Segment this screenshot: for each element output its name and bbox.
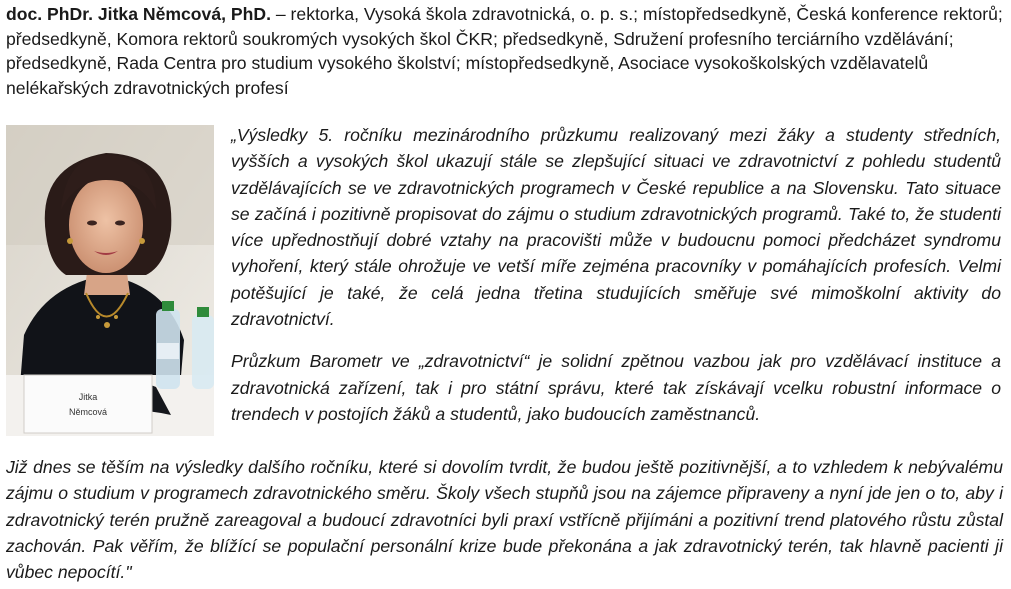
portrait-image bbox=[6, 125, 214, 436]
nameplate-line2: Němcová bbox=[68, 407, 108, 417]
author-name: doc. PhDr. Jitka Němcová, PhD. bbox=[6, 4, 271, 24]
quote-text bbox=[231, 122, 1001, 443]
nameplate-line1: Jitka bbox=[78, 392, 98, 402]
quote-paragraph-2: Průzkum Barometr ve „zdravotnictví“ je solidní zpětnou vazbou jak pro vzdělávací instituce a zdravotnická zařízení, tak i pro státní správu, které tak získávají vcelku robustní informace o trendech v postojích žáků a studentů, jako budoucích zaměstnanců. bbox=[231, 351, 1001, 424]
author-roles: – rektorka, Vysoká škola zdravotnická, o. p. s.; místopředsedkyně, Česká konference rektorů; předsedkyně, Komora rektorů soukromých vysokých škol ČKR; předsedkyně, Sdružení profesního terciárního vzdělávání; předsedkyně, Rada Centra pro studium vysokého školství; místopředsedkyně, Asociace vysokoškolských vzdělavatelů nelékařských zdravotnických profesí bbox=[6, 4, 1003, 98]
quote-paragraph-3: Již dnes se těším na výsledky dalšího ročníku, které si dovolím tvrdit, že budou ještě pozitivnější, a to vzhledem k nebývalému zájmu o studium v programech zdravotnického směru. Školy všech stupňů jsou na zájemce připraveny a nyní jde jen o to, aby i zdravotnický terén pružně zareagoval a budoucí zdravotníci byli praxí vstřícně přijímáni a pozitivní trend platového růstu zůstal zachován. Pak věřím, že blížící se populační personální krize bude překonána a jak zdravotnický terén, tak hlavně pacienti ji vůbec nepocítí." bbox=[6, 457, 1003, 583]
quote-paragraph-1: „Výsledky 5. ročníku mezinárodního průzkumu realizovaný mezi žáky a studenty středních, vyšších a vysokých škol ukazují stále se zlepšující situaci ve zdravotnictví z pohledu studentů vzdělávajících se ve zdravotnických programech v České republice a na Slovensku. Tato situace se začíná i pozitivně propisovat do zájmu o studium zdravotnických programů. Také to, že studenti více upřednostňují dobré vztahy na pracovišti může v budoucnu pomoci předcházet syndromu vyhoření, který stále ohrožuje ve vetší míře zejména pracovníky v pomáhajících profesích. Velmi potěšující je také, že celá jedna třetina studujících směřuje své mimoškolní aktivity do zdravotnictví. bbox=[231, 125, 1001, 330]
author-header bbox=[6, 2, 1005, 100]
document bbox=[6, 2, 1005, 583]
portrait-photo bbox=[6, 125, 214, 436]
